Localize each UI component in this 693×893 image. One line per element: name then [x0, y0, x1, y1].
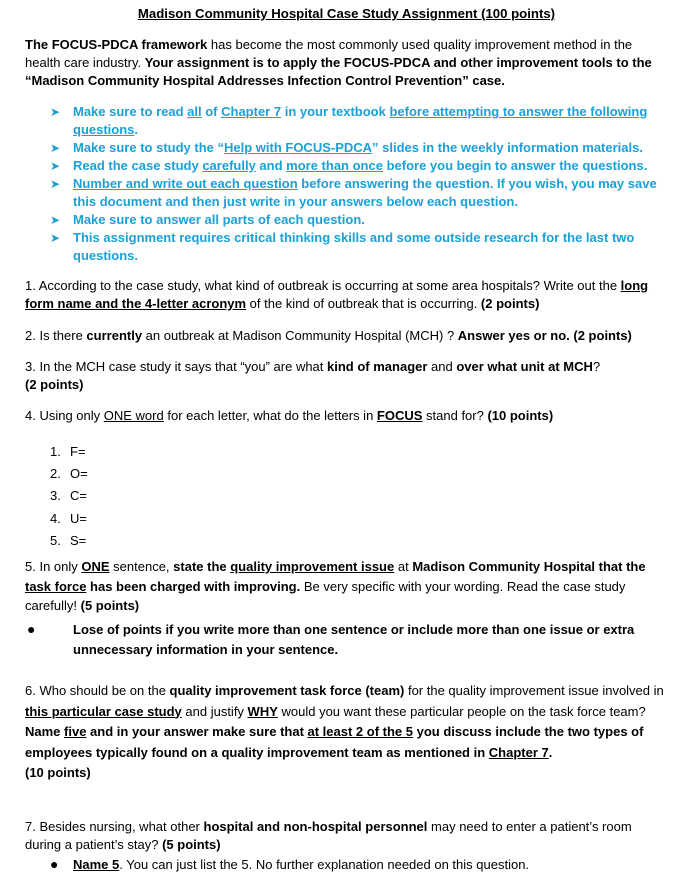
question-7: 7. Besides nursing, what other hospital and non-hospital personnel may need to enter a patient’s room during a patient’s stay? (5 points) [25, 819, 632, 852]
focus-item: 5. S= [50, 532, 87, 548]
arrow-bullet-icon: ➤ [50, 231, 61, 245]
instruction-item: ➤ Number and write out each question before answering the question. If you wish, you may save this document and then just write in your answers below each question. [50, 176, 657, 209]
question-3: 3. In the MCH case study it says that “you” are what kind of manager and over what unit at MCH? (2 points) [25, 359, 601, 392]
focus-item: 3. C= [50, 488, 87, 504]
instruction-item: ➤ Read the case study carefully and more than once before you begin to answer the questions. [50, 158, 648, 173]
arrow-bullet-icon: ➤ [50, 159, 61, 173]
question-4: 4. Using only ONE word for each letter, what do the letters in FOCUS stand for? (10 points) [25, 408, 554, 423]
focus-item: 1. F= [50, 444, 86, 459]
focus-item: 4. U= [50, 510, 87, 526]
instructions-list [50, 103, 665, 265]
question-5-note: ● Lose of points if you write more than one sentence or include more than one issue or extra unnecessary information in your sentence. [27, 621, 635, 657]
focus-answer-list [50, 441, 693, 552]
arrow-bullet-icon: ➤ [50, 177, 61, 191]
bullet-dot-icon: ● [27, 621, 36, 637]
question-6: 6. Who should be on the quality improvement task force (team) for the quality improvement issue involved in this particular case study and justify WHY would you want these particular people on the task force team? Name five and in your answer make sure that at least 2 of the 5 you discuss include the two types of employees typically found on a quality improvement team as mentioned in Chapter 7. (10 points) [25, 683, 664, 780]
bullet-dot-icon: ● [50, 856, 59, 872]
question-7-note: ● Name 5. You can just list the 5. No further explanation needed on this question. [50, 856, 530, 872]
focus-item: 2. O= [50, 466, 88, 482]
question-2: 2. Is there currently an outbreak at Madison Community Hospital (MCH) ? Answer yes or no. (2 points) [25, 328, 632, 343]
instruction-item: ➤ Make sure to read all of Chapter 7 in your textbook before attempting to answer the following questions. [50, 104, 648, 137]
instruction-item: ➤ Make sure to study the “Help with FOCUS-PDCA” slides in the weekly information materials. [50, 140, 643, 155]
arrow-bullet-icon: ➤ [50, 213, 61, 227]
intro-paragraph: The FOCUS-PDCA framework has become the most commonly used quality improvement method in the health care industry. Your assignment is to apply the FOCUS-PDCA and other improvement tools to the “Madison Community Hospital Addresses Infection Control Prevention” case. [25, 37, 652, 88]
instruction-item: ➤ Make sure to answer all parts of each question. [50, 212, 365, 227]
arrow-bullet-icon: ➤ [50, 105, 61, 119]
arrow-bullet-icon: ➤ [50, 141, 61, 155]
page-title: Madison Community Hospital Case Study Assignment (100 points) [137, 6, 556, 21]
instruction-item: ➤ This assignment requires critical thinking skills and some outside research for the last two questions. [50, 230, 635, 263]
question-5: 5. In only ONE sentence, state the quality improvement issue at Madison Community Hospital that the task force has been charged with improving. Be very specific with your wording. Read the case study carefully! (5 points) [25, 559, 646, 613]
question-1: 1. According to the case study, what kind of outbreak is occurring at some area hospitals? Write out the long form name and the 4-letter acronym of the kind of outbreak that is occurring. (2 points) [25, 278, 649, 311]
